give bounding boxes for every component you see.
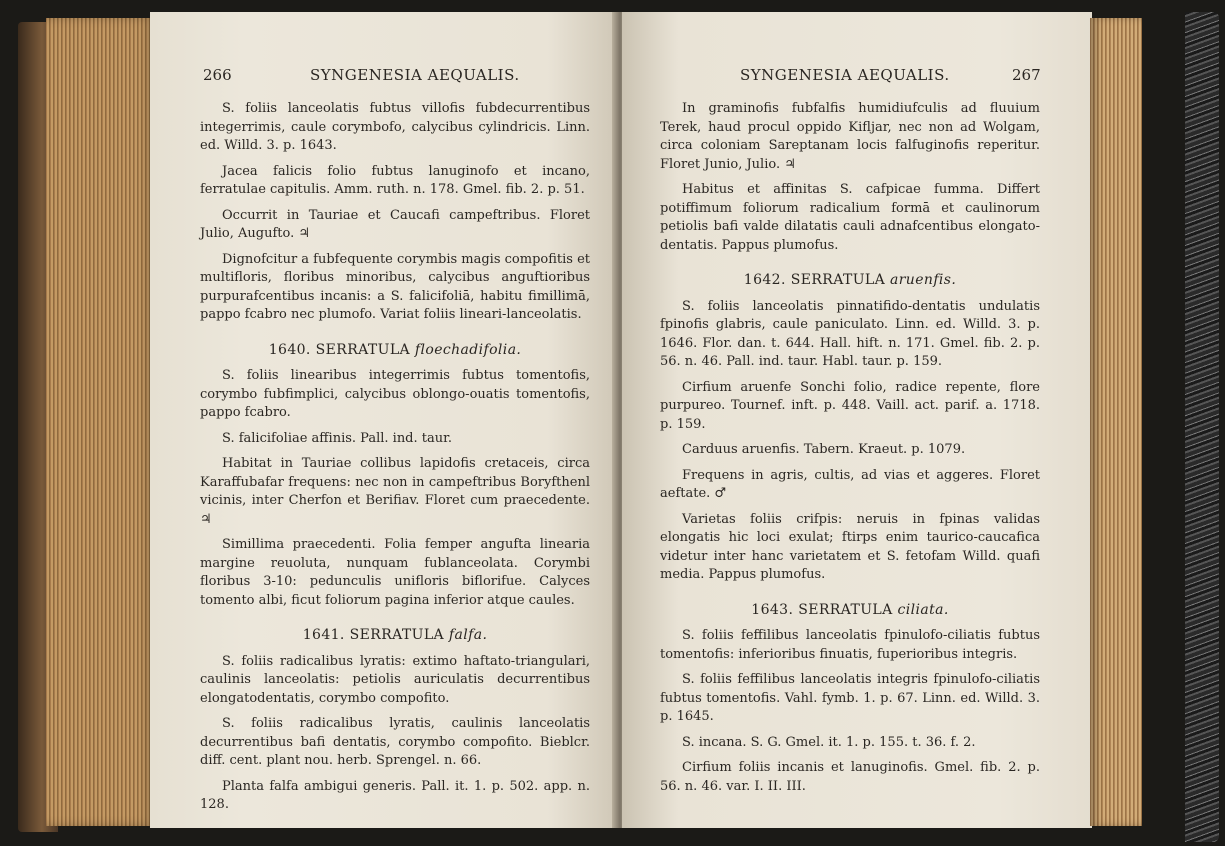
- page-number-left: 266: [203, 66, 232, 84]
- text-paragraph: S. foliis feffilibus lanceolatis integris fpinulofo-ciliatis fubtus tomentofis. Vahl. fymb. 1. p. 67. Linn. ed. Willd. 3. p. 1645.: [660, 672, 1040, 724]
- text-paragraph: Occurrit in Tauriae et Caucafi campeftribus. Floret Julio, Augufto. ♃: [200, 207, 590, 241]
- text-paragraph: S. foliis radicalibus lyratis: extimo haftato-triangulari, caulinis lanceolatis: petiolis auriculatis decurrentibus elongatodentatis, corymbo compofito.: [200, 653, 590, 706]
- text-paragraph: Jacea falicis folio fubtus lanuginofo et incano, ferratulae capitulis. Amm. ruth. n. 178. Gmel. fib. 2. p. 51.: [200, 163, 590, 197]
- running-head-left: SYNGENESIA AEQUALIS.: [310, 66, 520, 84]
- text-paragraph: S. falicifoliae affinis. Pall. ind. taur.: [222, 430, 453, 446]
- text-paragraph: S. foliis linearibus integerrimis fubtus tomentofis, corymbo fubfimplici, calycibus oblongo-ouatis tomentofis, pappo fcabro.: [200, 368, 590, 420]
- text-paragraph: Habitus et affinitas S. cafpicae fumma. Differt potiffimum foliorum radicalium formā et caulinorum petiolis bafi valde dilatatis cauli adnafcentibus elongato-dentatis. Pappus plumofus.: [660, 182, 1040, 253]
- text-paragraph: Cirfium aruenfe Sonchi folio, radice repente, flore purpureo. Tournef. inft. p. 448. Vaill. act. parif. a. 1718. p. 159.: [660, 379, 1040, 432]
- running-head-right: SYNGENESIA AEQUALIS.: [740, 66, 950, 84]
- genus-name: SERRATULA: [798, 601, 893, 618]
- species-heading: [660, 601, 1040, 620]
- text-paragraph: Simillima praecedenti. Folia femper angufta linearia margine reuoluta, nunquam fublanceolata. Corymbi floribus 3-10: pedunculis unifloris biflorifue. Calyces tomento albi, ficut foliorum pagina inferior atque caules.: [200, 537, 590, 608]
- species-epithet: falfa.: [448, 627, 488, 643]
- species-number: 1643.: [751, 601, 794, 618]
- book-cover-right: [1185, 12, 1219, 842]
- text-paragraph: S. foliis lanceolatis fubtus villofis fubdecurrentibus integerrimis, caule corymbofo, calycibus cylindricis. Linn. ed. Willd. 3. p. 1643.: [200, 101, 590, 153]
- page-number-right: 267: [1012, 66, 1041, 84]
- text-paragraph: S. incana. S. G. Gmel. it. 1. p. 155. t. 36. f. 2.: [682, 734, 976, 750]
- text-paragraph: Carduus aruenfis. Tabern. Kraeut. p. 1079.: [682, 442, 966, 457]
- text-paragraph: S. foliis lanceolatis pinnatifido-dentatis undulatis fpinofis glabris, caule paniculato. Linn. ed. Willd. 3. p. 1646. Flor. dan. t. 644. Hall. hift. n. 171. Gmel. fib. 2. p. 56. n. 46. Pall. ind. taur. Habl. taur. p. 159.: [660, 298, 1040, 369]
- page-edges-left: [46, 18, 156, 826]
- species-heading: [660, 271, 1040, 290]
- left-text-column: [200, 100, 590, 822]
- text-paragraph: Dignofcitur a fubfequente corymbis magis compofitis et multifloris, floribus minoribus, calycibus anguftioribus purpurafcentibus incanis: a S. falicifoliā, habitu fimillimā, pappo fcabro nec plumofo. Variat foliis lineari-lanceolatis.: [200, 251, 590, 322]
- text-paragraph: S. foliis radicalibus lyratis, caulinis lanceolatis decurrentibus bafi dentatis, corymbo compofito. Bieblcr. diff. cent. plant nou. herb. Sprengel. n. 66.: [200, 716, 590, 768]
- genus-name: SERRATULA: [790, 272, 886, 288]
- text-paragraph: Frequens in agris, cultis, ad vias et aggeres. Floret aeftate. ♂: [660, 467, 1040, 501]
- species-number: 1641.: [302, 627, 345, 643]
- species-heading: [200, 626, 590, 645]
- species-epithet: aruenfis.: [889, 272, 957, 288]
- right-text-column: [660, 100, 1040, 803]
- text-paragraph: Varietas foliis crifpis: neruis in fpinas validas elongatis hic loci exulat; ftirps enim taurico-caucafica videtur inter hanc varietatem et S. fetofam Willd. quafi media. Pappus plumofus.: [660, 511, 1040, 582]
- species-epithet: ciliata.: [897, 601, 949, 618]
- species-heading: [200, 341, 590, 360]
- genus-name: SERRATULA: [349, 627, 445, 643]
- genus-name: SERRATULA: [315, 341, 411, 358]
- page-edges-right: [1090, 18, 1142, 826]
- species-epithet: floechadifolia.: [414, 341, 522, 358]
- text-paragraph: Cirfium foliis incanis et lanuginofis. Gmel. fib. 2. p. 56. n. 46. var. I. II. III.: [660, 760, 1040, 794]
- species-number: 1642.: [743, 272, 786, 288]
- text-paragraph: S. foliis feffilibus lanceolatis fpinulofo-ciliatis fubtus tomentofis: inferioribus finuatis, fuperioribus integris.: [660, 628, 1040, 662]
- species-number: 1640.: [268, 341, 311, 358]
- text-paragraph: Habitat in Tauriae collibus lapidofis cretaceis, circa Karaffubafar frequens: nec non in campeftribus Boryfthenl vicinis, inter Cherfon et Berifiav. Floret cum praecedente. ♃: [200, 456, 590, 527]
- text-paragraph: Planta falfa ambigui generis. Pall. it. 1. p. 502. app. n. 128.: [200, 778, 590, 812]
- text-paragraph: In graminofis fubfalfis humidiufculis ad fluuium Terek, haud procul oppido Kifljar, nec non ad Wolgam, circa coloniam Sareptanam locis falfuginofis reperitur. Floret Junio, Julio. ♃: [660, 101, 1040, 172]
